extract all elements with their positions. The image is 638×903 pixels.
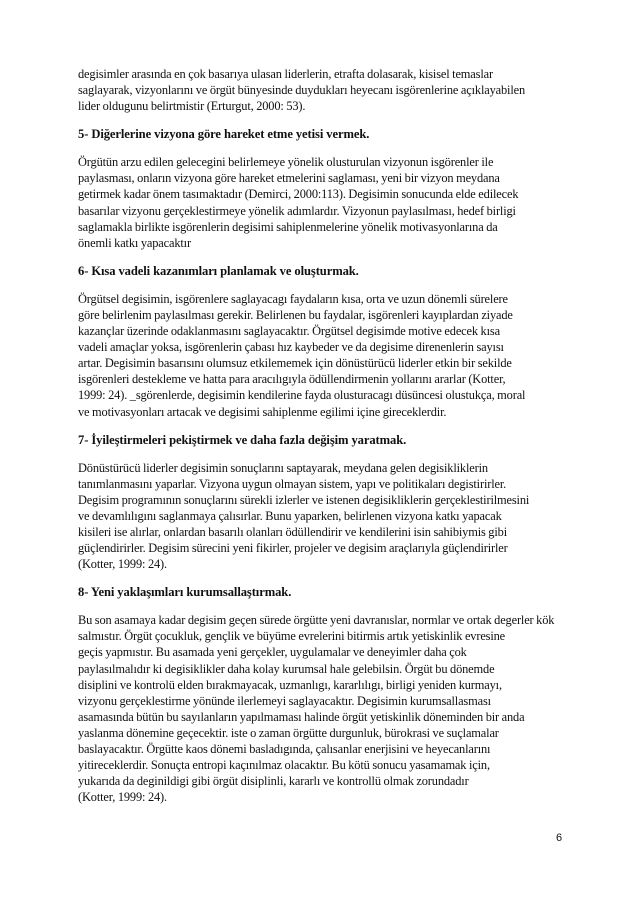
section-8-heading: 8- Yeni yaklaşımları kurumsallaştırmak. <box>78 585 292 600</box>
section-5-paragraph <box>78 154 570 251</box>
text-line: Örgütün arzu edilen gelecegini belirlemeye yönelik olusturulan vizyonun isgörenler ile <box>78 155 494 170</box>
text-line: vizyonu gerçeklestirme yönünde ilerlemeyi saglayacaktır. Degisimin kurumsallasması <box>78 693 491 708</box>
text-line: degisimler arasında en çok basarıya ulasan liderlerin, etrafta dolasarak, kisisel temaslar <box>78 67 493 81</box>
page-content <box>78 66 570 805</box>
text-line: (Kotter, 1999: 24). <box>78 557 167 572</box>
text-line: kazançlar üzerinde odaklanmasını saglayacaktır. Örgütsel degisimde motive edecek kısa <box>78 324 500 339</box>
section-5-heading: 5- Diğerlerine vizyona göre hareket etme yetisi vermek. <box>78 127 370 142</box>
text-line: lider oldugunu belirtmistir (Erturgut, 2000: 53). <box>78 99 306 114</box>
text-line: kisileri ise alırlar, onlardan basarılı olanları ödüllendirir ve kendilerini isin sahibiymis gibi <box>78 524 507 539</box>
text-line: (Kotter, 1999: 24). <box>78 790 167 805</box>
text-line: saglayarak, vizyonlarını ve örgüt bünyesinde duydukları heyecanı isgörenlerine açıklayabilen <box>78 83 526 98</box>
text-line: geçis yapmıstır. Bu asamada yeni gerçekler, uygulamalar ve deneyimler daha çok <box>78 645 467 660</box>
text-line: salmıstır. Örgüt çocukluk, gençlik ve büyüme evrelerini bitirmis artık yetiskinlik evresine <box>78 629 506 644</box>
text-line: yitireceklerdir. Sonuçta entropi kaçınılmaz olacaktır. Bu kötü sonucu yasamamak için, <box>78 758 490 773</box>
text-line: Dönüstürücü liderler degisimin sonuçlarını saptayarak, meydana gelen degisikliklerin <box>78 460 488 475</box>
text-line: artar. Degisimin basarısını olumsuz etkilememek için dönüstürücü liderler etkin bir sekilde <box>78 356 512 371</box>
text-line: güçlendirirler. Degisim sürecini yeni fikirler, projeler ve degisim araçlarıyla güçlendirirler <box>78 541 508 556</box>
text-line: isgörenleri destekleme ve hatta para aracılıgıyla ödüllendirmenin yollarını ararlar (Kotter, <box>78 372 506 387</box>
text-line: önemli katkı yapacaktır <box>78 235 191 250</box>
text-line: göre belirlenim paylasılması gerekir. Belirlenen bu faydalar, isgörenleri kayıplardan ziyade <box>78 307 513 322</box>
text-line: Örgütsel degisimin, isgörenlere saglayacagı faydaların kısa, orta ve uzun dönemli sürelere <box>78 291 508 306</box>
text-line: yaslanma dönemine geçecektir. iste o zaman örgütte durgunluk, bürokrasi ve suçlamalar <box>78 725 499 740</box>
text-line: yukarıda da deginildigi gibi örgüt disiplinli, kararlı ve kontrollü olmak zorundadır <box>78 774 469 789</box>
intro-paragraph <box>78 66 570 114</box>
text-line: paylasması, onların vizyona göre hareket etmelerini saglaması, yeni bir vizyon meydana <box>78 171 500 186</box>
text-line: ve motivasyonları artacak ve degisimi sahiplenme egilimi içine gireceklerdir. <box>78 404 447 419</box>
text-line: paylasılmalıdır ki degisiklikler daha kolay kurumsal hale gelebilsin. Örgüt bu dönemde <box>78 661 495 676</box>
text-line: disiplini ve kontrolü elden bırakmayacak, uzmanlıgı, kararlılıgı, birligi yeniden kurmayı, <box>78 677 502 692</box>
text-line: getirmek kadar önem tasımaktadır (Demirci, 2000:113). Degisimin sonucunda elde edilecek <box>78 187 519 202</box>
text-line: basarılar vizyonu gerçeklestirmeye yönelik adımlardır. Vizyonun paylasılması, hedef birligi <box>78 203 516 218</box>
text-line: 1999: 24). _sgörenlerde, degisimin kendilerine fayda olusturacagı düsüncesi olustukça, moral <box>78 388 526 403</box>
section-8-paragraph <box>78 612 570 805</box>
section-6-paragraph <box>78 291 570 420</box>
text-line: baslayacaktır. Örgütte kaos dönemi basladıgında, çalısanlar enerjisini ve heyecanlarını <box>78 742 491 756</box>
section-7-heading: 7- İyileştirmeleri pekiştirmek ve daha fazla değişim yaratmak. <box>78 432 407 447</box>
text-line: vadeli amaçlar yoksa, isgörenlerin çabası hız kaybeder ve da degisime direnenlerin sayısı <box>78 340 504 355</box>
text-line: Degisim programının sonuçlarını sürekli izlerler ve istenen degisikliklerin gerçeklestirilmesini <box>78 492 530 507</box>
text-line: asamasında bütün bu sayılanların yapılmaması halinde örgüt yetiskinlik döneminden bir anda <box>78 709 525 724</box>
text-line: ve devamlılıgını saglanmaya çalısırlar. Bunu yaparken, belirlenen vizyona katkı yapacak <box>78 508 502 523</box>
page-number: 6 <box>556 832 563 844</box>
text-line: saglamakla birlikte isgörenlerin degisimi sahiplenmelerine yönelik motivasyonlarına da <box>78 219 498 234</box>
text-line: Bu son asamaya kadar degisim geçen sürede örgütte yeni davranıslar, normlar ve ortak degerler kök <box>78 613 555 628</box>
section-6-heading: 6- Kısa vadeli kazanımları planlamak ve oluşturmak. <box>78 263 359 278</box>
text-line: tanımlanmasını yaparlar. Vizyona uygun olmayan sistem, yapı ve politikaları degistirirler. <box>78 476 507 491</box>
section-7-paragraph <box>78 460 570 573</box>
